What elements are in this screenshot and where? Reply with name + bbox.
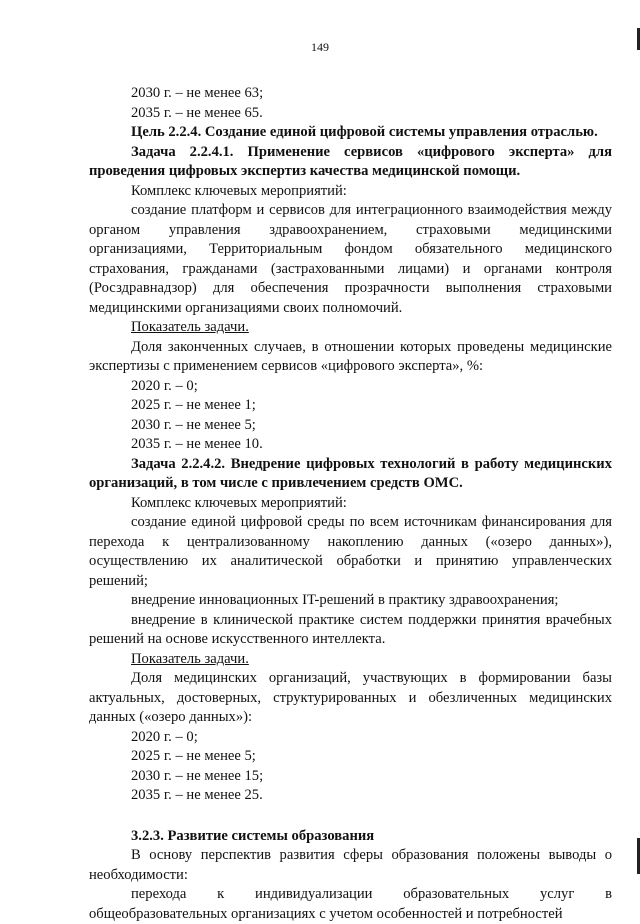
- paragraph: Доля медицинских организаций, участвующих в формировании базы актуальных, достоверных, структурированных и обезличенных медицинских данных («озеро данных»):: [89, 670, 612, 725]
- paragraph: 2035 г. – не менее 10.: [131, 436, 263, 452]
- paragraph: Доля законченных случаев, в отношении которых проведены медицинские экспертизы с применением сервисов «цифрового эксперта», %:: [89, 338, 612, 374]
- heading-paragraph: Задача 2.2.4.2. Внедрение цифровых технологий в работу медицинских организаций, в том числе с привлечением средств ОМС.: [89, 455, 612, 491]
- paragraph: 2030 г. – не менее 63;: [131, 85, 264, 101]
- paragraph: Комплекс ключевых мероприятий:: [131, 182, 347, 199]
- paragraph: Комплекс ключевых мероприятий:: [131, 494, 347, 511]
- paragraph: создание платформ и сервисов для интеграционного взаимодействия между органом управления здравоохранением, страховыми медицинскими организациями, Территориальным фондом обязательного медицинского страхования, гражданами (застрахованными лицами) и органами контроля (Росздравнадзор) для обеспечения прозрачности выполнения страховыми медицинскими организациями своих полномочий.: [89, 202, 612, 316]
- heading-paragraph: Задача 2.2.4.1. Применение сервисов «цифрового эксперта» для проведения цифровых экспертиз качества медицинской помощи.: [89, 143, 612, 179]
- paragraph: 2030 г. – не менее 15;: [131, 767, 264, 784]
- paragraph: 2030 г. – не менее 5;: [131, 416, 256, 433]
- document-body: [89, 84, 612, 924]
- paragraph: внедрение в клинической практике систем поддержки принятия врачебных решений на основе искусственного интеллекта.: [89, 611, 612, 647]
- paragraph: создание единой цифровой среды по всем источникам финансирования для перехода к централизованному накоплению данных («озеро данных»), осуществлению их аналитической обработки и принятию управленческих решений;: [89, 514, 612, 589]
- paragraph: 2020 г. – 0;: [131, 728, 198, 745]
- paragraph: 2020 г. – 0;: [131, 377, 198, 394]
- paragraph: перехода к индивидуализации образовательных услуг в общеобразовательных организациях с учетом особенностей и потребностей: [89, 886, 612, 922]
- paragraph: 2025 г. – не менее 1;: [131, 397, 256, 413]
- paragraph: Показатель задачи.: [131, 650, 249, 667]
- paragraph: Показатель задачи.: [131, 319, 249, 335]
- heading-paragraph: Цель 2.2.4. Создание единой цифровой системы управления отраслью.: [131, 124, 598, 140]
- paragraph: 2035 г. – не менее 25.: [131, 787, 263, 803]
- page-number: 149: [311, 40, 329, 54]
- paragraph: внедрение инновационных IT-решений в практику здравоохранения;: [131, 592, 559, 608]
- heading-paragraph: 3.2.3. Развитие системы образования: [131, 827, 375, 844]
- section-spacer: [89, 806, 612, 827]
- paragraph: 2025 г. – не менее 5;: [131, 748, 256, 764]
- paragraph: В основу перспектив развития сферы образования положены выводы о необходимости:: [89, 847, 612, 883]
- paragraph: 2035 г. – не менее 65.: [131, 104, 263, 121]
